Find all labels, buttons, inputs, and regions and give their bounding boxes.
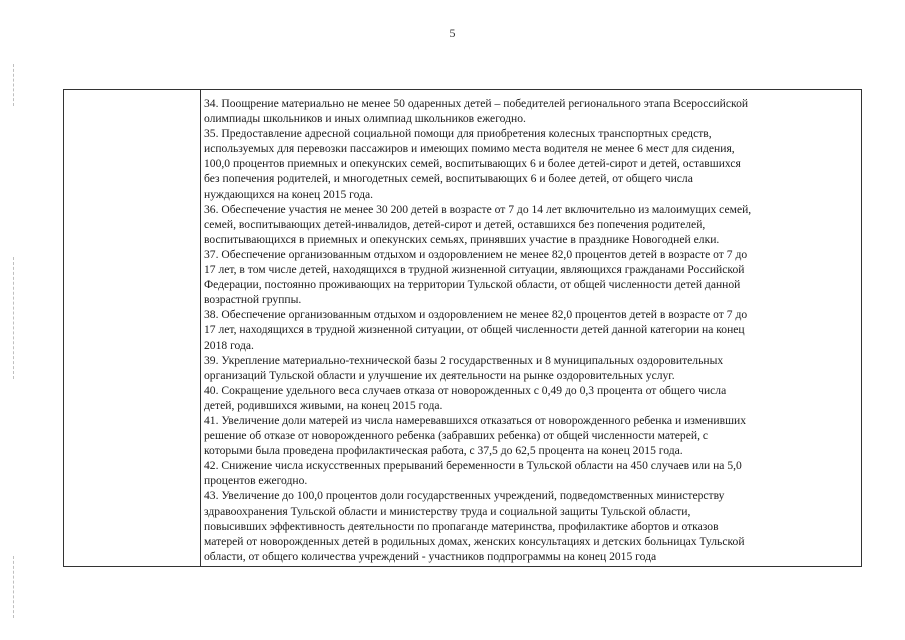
indicator-line: 41. Увеличение доли матерей из числа намеревавшихся отказаться от новорожденного ребенка и изменивших (204, 413, 746, 427)
indicator-line: 17 лет, находящихся в трудной жизненной ситуации, от общей численности детей данной категории на конец (204, 323, 745, 337)
indicator-item-37 (204, 247, 857, 307)
binding-mark-top (13, 64, 14, 106)
indicator-line: возрастной группы. (204, 293, 302, 307)
indicator-item-41 (204, 413, 857, 458)
indicator-item-35 (204, 126, 857, 201)
indicator-line: 39. Укрепление материально-технической базы 2 государственных и 8 муниципальных оздоровительных (204, 353, 724, 367)
binding-mark-middle (13, 257, 14, 379)
indicators-cell (204, 96, 857, 564)
indicator-line: семей, воспитывающих детей-инвалидов, детей-сирот и детей, оставшихся без попечения родителей, (204, 217, 706, 231)
indicator-line: здравоохранения Тульской области и министерству труда и социальной защиты Тульской области, (204, 504, 691, 518)
indicator-line: 34. Поощрение материально не менее 50 одаренных детей – победителей регионального этапа Всероссийской (204, 97, 749, 110)
indicator-line: области, от общего количества учреждений - участников подпрограммы на конец 2015 года (204, 549, 657, 563)
indicator-line: используемых для перевозки пассажиров и имеющих помимо места водителя не менее 6 мест для сидения, (204, 142, 735, 156)
indicators-table (63, 89, 862, 567)
indicator-line: 42. Снижение числа искусственных прерываний беременности в Тульской области на 450 случаев или на 5,0 (204, 459, 742, 473)
indicator-line: 40. Сокращение удельного веса случаев отказа от новорожденных с 0,49 до 0,3 процента от общего числа (204, 383, 727, 397)
indicator-line: 36. Обеспечение участия не менее 30 200 детей в возрасте от 7 до 14 лет включительно из малоимущих семей, (204, 202, 752, 216)
indicator-line: 43. Увеличение до 100,0 процентов доли государственных учреждений, подведомственных министерству (204, 489, 725, 503)
indicator-line: повысивших эффективность деятельности по пропаганде материнства, профилактике абортов и отказов (204, 519, 719, 533)
indicator-line: 37. Обеспечение организованным отдыхом и оздоровлением не менее 82,0 процентов детей в возрасте от 7 до (204, 247, 748, 261)
indicator-line: 100,0 процентов приемных и опекунских семей, воспитывающих 6 и более детей-сирот и детей, оставшихся (204, 157, 741, 171)
indicator-line: 2018 года. (204, 338, 254, 352)
indicator-line: организаций Тульской области и улучшение их деятельности на рынке оздоровительных услуг. (204, 368, 675, 382)
indicator-item-43 (204, 488, 857, 563)
indicator-line: детей, родившихся живыми, на конец 2015 года. (204, 398, 443, 412)
indicator-line: 35. Предоставление адресной социальной помощи для приобретения колесных транспортных средств, (204, 127, 712, 141)
column-divider (200, 90, 201, 566)
page-number: 5 (449, 26, 456, 40)
indicator-line: 38. Обеспечение организованным отдыхом и оздоровлением не менее 82,0 процентов детей в возрасте от 7 до (204, 308, 748, 322)
indicator-item-40 (204, 383, 857, 413)
indicator-item-38 (204, 307, 857, 352)
indicator-line: которыми была проведена профилактическая работа, с 37,5 до 62,5 процента на конец 2015 года. (204, 444, 683, 458)
indicator-line: 17 лет, в том числе детей, находящихся в трудной жизненной ситуации, являющихся гражданами Российской (204, 263, 745, 277)
binding-mark-bottom (13, 556, 14, 618)
indicator-line: решение об отказе от новорожденного ребенка (забравших ребенка) от общей численности матерей, с (204, 429, 709, 443)
indicator-item-42 (204, 458, 857, 488)
indicator-line: без попечения родителей, и многодетных семей, воспитывающих 6 и более детей, от общего числа (204, 172, 693, 186)
indicator-line: матерей от новорожденных детей в родильных домах, женских консультациях и детских больницах Тульской (204, 534, 745, 548)
indicator-item-39 (204, 353, 857, 383)
indicator-line: воспитывающихся в приемных и опекунских семьях, принявших участие в празднике Новогодней елки. (204, 232, 720, 246)
indicator-line: олимпиады школьников и иных олимпиад школьников ежегодно. (204, 112, 526, 126)
indicator-line: нуждающихся на конец 2015 года. (204, 187, 374, 201)
indicator-item-36 (204, 202, 857, 247)
indicator-item-34 (204, 96, 857, 126)
indicator-line: Федерации, постоянно проживающих на территории Тульской области, от общей численности детей данной (204, 278, 741, 292)
indicator-line: процентов ежегодно. (204, 474, 308, 488)
